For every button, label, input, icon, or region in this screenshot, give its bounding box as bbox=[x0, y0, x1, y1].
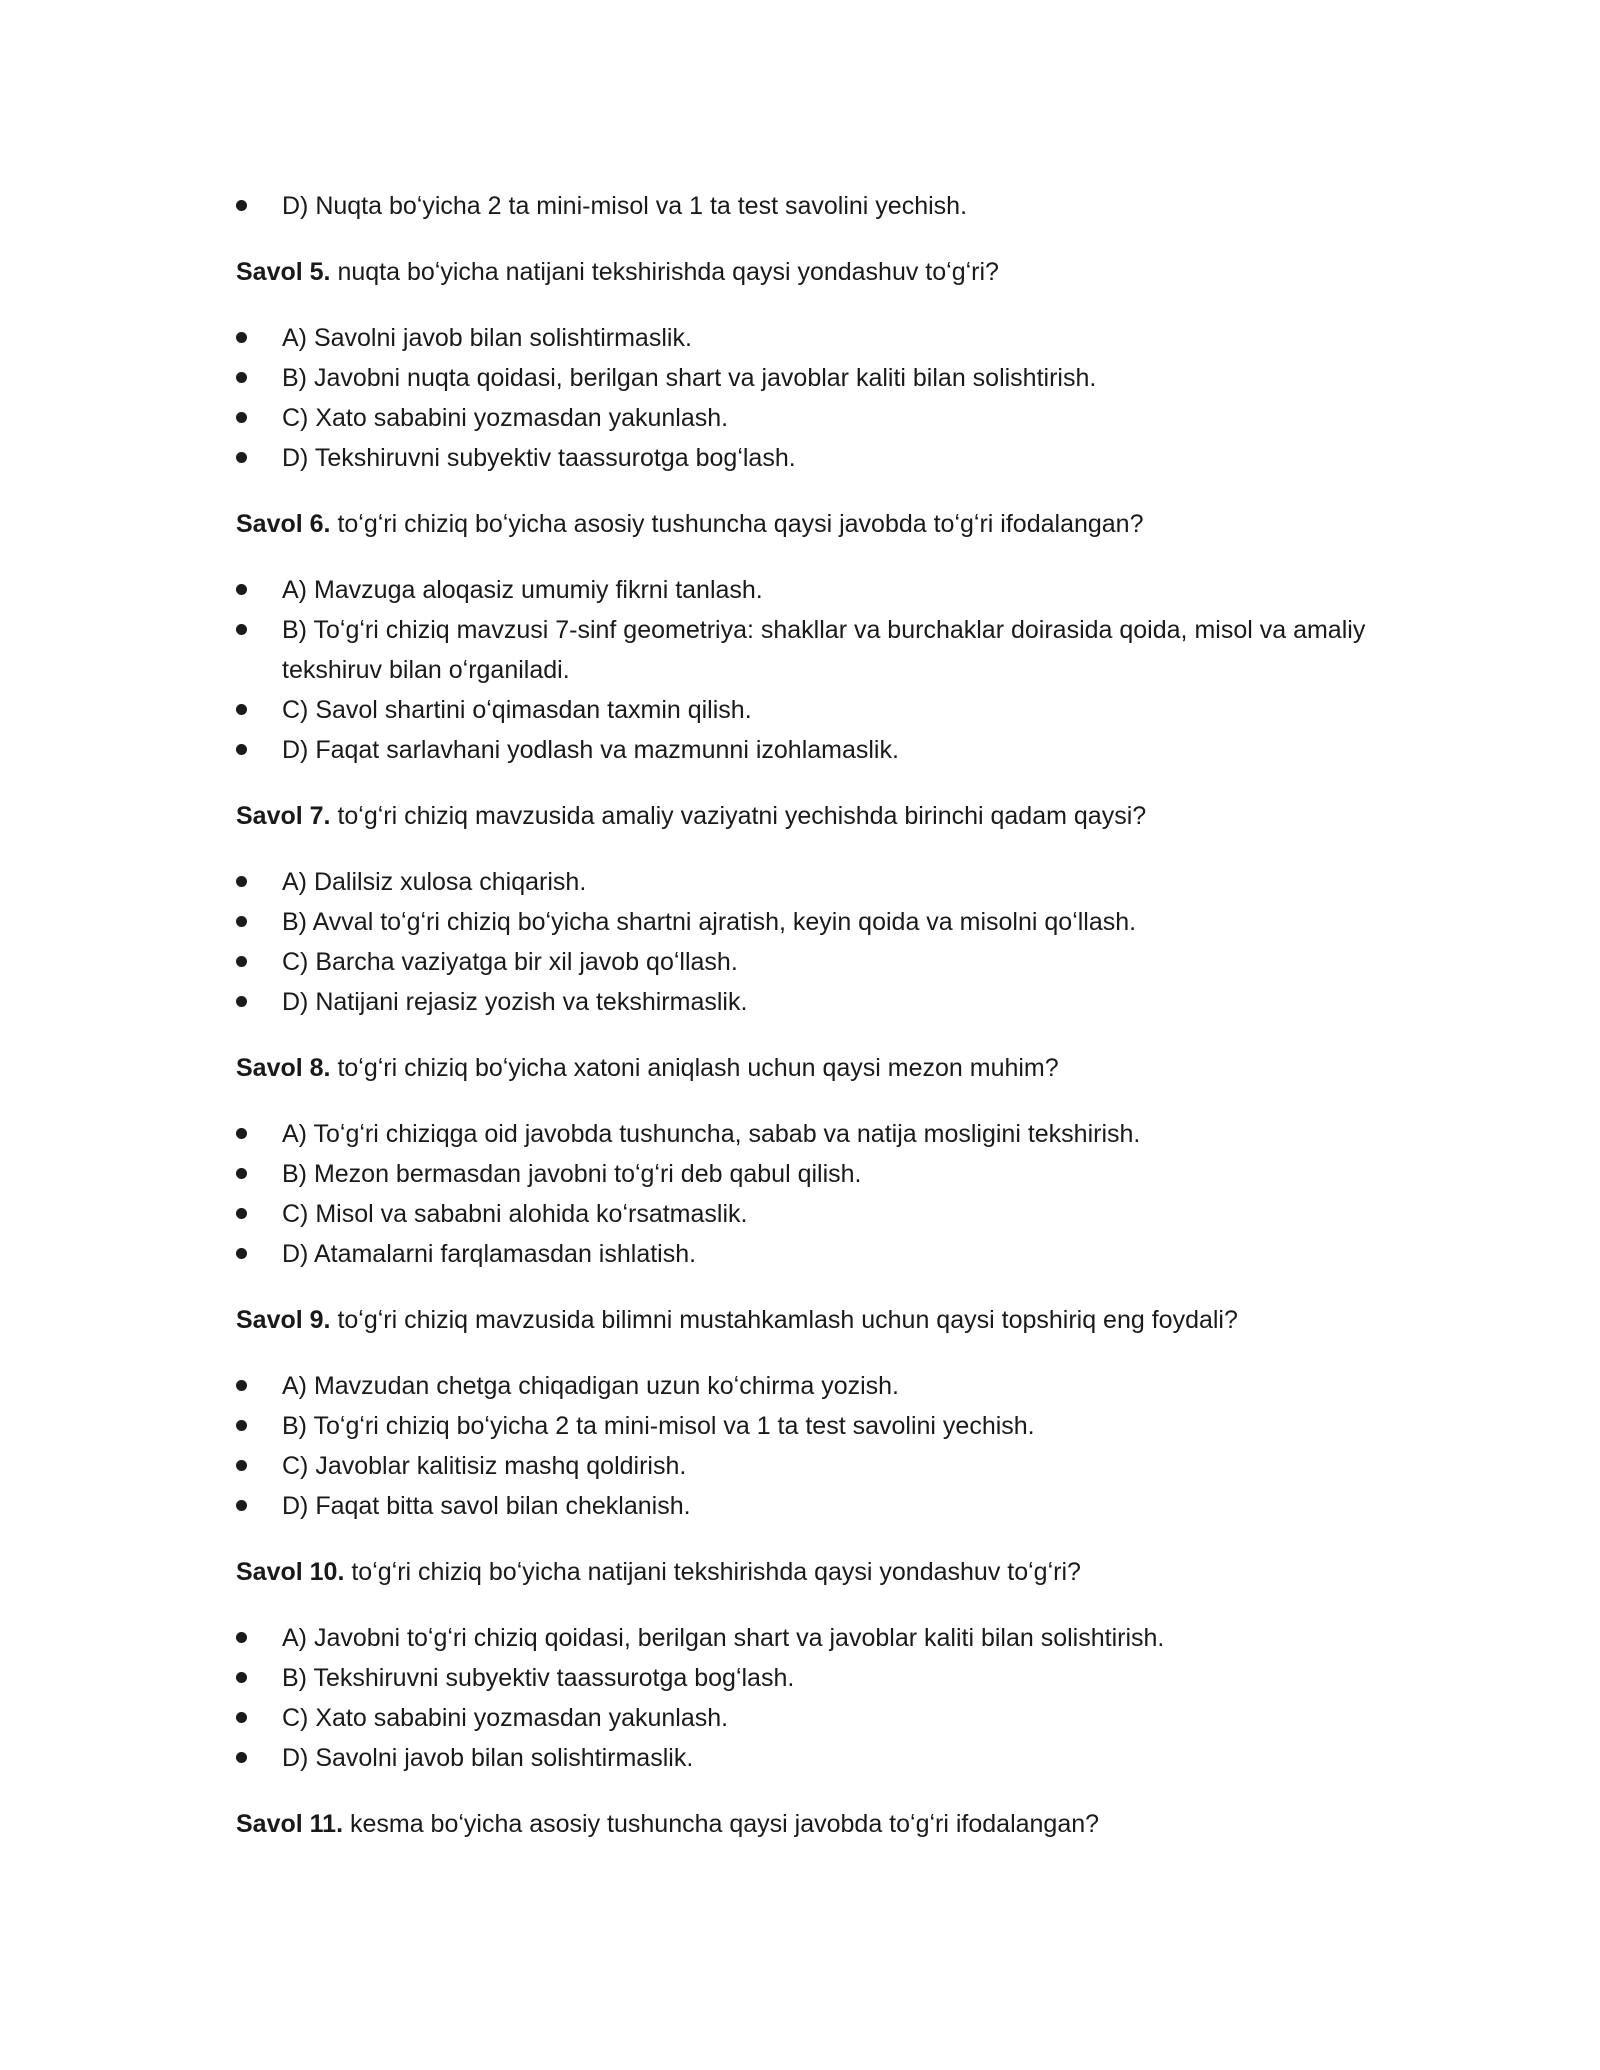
option-list-previous bbox=[236, 186, 1366, 226]
option-item: D) Faqat bitta savol bilan cheklanish. bbox=[236, 1486, 1366, 1526]
option-item: C) Xato sababini yozmasdan yakunlash. bbox=[236, 1698, 1366, 1738]
question-label: Savol 8. bbox=[236, 1054, 331, 1082]
option-item: C) Javoblar kalitisiz mashq qoldirish. bbox=[236, 1446, 1366, 1486]
question-label: Savol 7. bbox=[236, 802, 331, 830]
option-item: B) Tekshiruvni subyektiv taassurotga bogʻlash. bbox=[236, 1658, 1366, 1698]
option-item: C) Savol shartini oʻqimasdan taxmin qilish. bbox=[236, 690, 1366, 730]
option-list-7 bbox=[236, 862, 1366, 1022]
option-list-6 bbox=[236, 570, 1366, 770]
question-text: toʻgʻri chiziq mavzusida bilimni mustahkamlash uchun qaysi topshiriq eng foydali? bbox=[330, 1306, 1238, 1334]
option-list-10 bbox=[236, 1618, 1366, 1778]
option-item: C) Xato sababini yozmasdan yakunlash. bbox=[236, 398, 1366, 438]
option-item: B) Mezon bermasdan javobni toʻgʻri deb qabul qilish. bbox=[236, 1154, 1366, 1194]
option-item: B) Toʻgʻri chiziq mavzusi 7-sinf geometriya: shakllar va burchaklar doirasida qoida, misol va amaliy tekshiruv bilan oʻrganiladi. bbox=[236, 610, 1366, 690]
option-item: B) Toʻgʻri chiziq boʻyicha 2 ta mini-misol va 1 ta test savolini yechish. bbox=[236, 1406, 1366, 1446]
option-item: D) Atamalarni farqlamasdan ishlatish. bbox=[236, 1234, 1366, 1274]
option-item: B) Avval toʻgʻri chiziq boʻyicha shartni ajratish, keyin qoida va misolni qoʻllash. bbox=[236, 902, 1366, 942]
option-list-8 bbox=[236, 1114, 1366, 1274]
question-8 bbox=[236, 1048, 1366, 1088]
option-item: D) Tekshiruvni subyektiv taassurotga bogʻlash. bbox=[236, 438, 1366, 478]
question-text: toʻgʻri chiziq boʻyicha asosiy tushuncha qaysi javobda toʻgʻri ifodalangan? bbox=[330, 510, 1144, 538]
question-label: Savol 10. bbox=[236, 1558, 345, 1586]
question-10 bbox=[236, 1552, 1366, 1592]
option-item: A) Savolni javob bilan solishtirmaslik. bbox=[236, 318, 1366, 358]
question-label: Savol 5. bbox=[236, 258, 331, 286]
question-text: toʻgʻri chiziq boʻyicha natijani tekshirishda qaysi yondashuv toʻgʻri? bbox=[344, 1558, 1081, 1586]
option-item: D) Faqat sarlavhani yodlash va mazmunni izohlamaslik. bbox=[236, 730, 1366, 770]
question-text: toʻgʻri chiziq mavzusida amaliy vaziyatni yechishda birinchi qadam qaysi? bbox=[330, 802, 1147, 830]
question-7 bbox=[236, 796, 1366, 836]
question-9 bbox=[236, 1300, 1366, 1340]
option-item: C) Misol va sababni alohida koʻrsatmaslik. bbox=[236, 1194, 1366, 1234]
option-item: A) Mavzuga aloqasiz umumiy fikrni tanlash. bbox=[236, 570, 1366, 610]
option-list-5 bbox=[236, 318, 1366, 478]
option-item: D) Savolni javob bilan solishtirmaslik. bbox=[236, 1738, 1366, 1778]
question-label: Savol 6. bbox=[236, 510, 331, 538]
option-list-9 bbox=[236, 1366, 1366, 1526]
option-item: A) Javobni toʻgʻri chiziq qoidasi, berilgan shart va javoblar kaliti bilan solishtirish. bbox=[236, 1618, 1366, 1658]
option-item: D) Natijani rejasiz yozish va tekshirmaslik. bbox=[236, 982, 1366, 1022]
option-item: D) Nuqta boʻyicha 2 ta mini-misol va 1 ta test savolini yechish. bbox=[236, 186, 1366, 226]
option-item: A) Dalilsiz xulosa chiqarish. bbox=[236, 862, 1366, 902]
option-item: B) Javobni nuqta qoidasi, berilgan shart va javoblar kaliti bilan solishtirish. bbox=[236, 358, 1366, 398]
question-label: Savol 11. bbox=[236, 1810, 344, 1838]
option-item: A) Mavzudan chetga chiqadigan uzun koʻchirma yozish. bbox=[236, 1366, 1366, 1406]
question-11 bbox=[236, 1804, 1366, 1844]
question-6 bbox=[236, 504, 1366, 544]
option-item: A) Toʻgʻri chiziqga oid javobda tushuncha, sabab va natija mosligini tekshirish. bbox=[236, 1114, 1366, 1154]
question-label: Savol 9. bbox=[236, 1306, 331, 1334]
question-text: nuqta boʻyicha natijani tekshirishda qaysi yondashuv toʻgʻri? bbox=[330, 258, 999, 286]
document-content bbox=[236, 186, 1366, 1870]
question-text: toʻgʻri chiziq boʻyicha xatoni aniqlash uchun qaysi mezon muhim? bbox=[330, 1054, 1059, 1082]
question-5 bbox=[236, 252, 1366, 292]
option-item: C) Barcha vaziyatga bir xil javob qoʻllash. bbox=[236, 942, 1366, 982]
question-text: kesma boʻyicha asosiy tushuncha qaysi javobda toʻgʻri ifodalangan? bbox=[343, 1810, 1100, 1838]
